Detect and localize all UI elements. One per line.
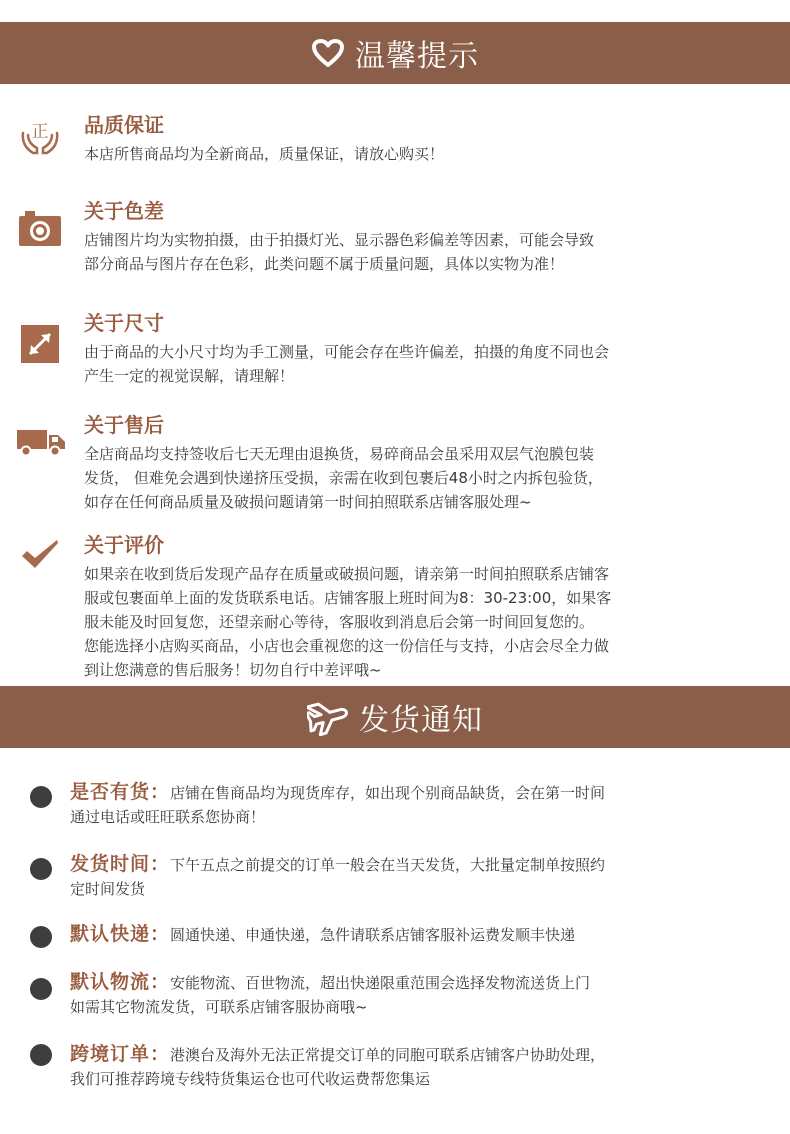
bullet-icon [30, 1044, 52, 1066]
shipping-line: 安能物流、百世物流，超出快递限重范围会选择发物流送货上门 [170, 974, 591, 992]
notice-body [84, 442, 764, 514]
notice-line: 由于商品的大小尺寸均为手工测量，可能会存在些许偏差，拍摄的角度不同也会 [84, 343, 610, 361]
shipping-text [70, 852, 760, 901]
shipping-line: 通过电话或旺旺联系您协商！ [70, 808, 266, 826]
heart-icon [311, 38, 345, 68]
notice-line: 发货， 但难免会遇到快递挤压受损，亲需在收到包裹后48小时之内拆包验货， [84, 469, 603, 487]
notice-title: 关于尺寸 [84, 311, 164, 335]
notice-line: 服未能及时回复您，还望亲耐心等待，客服收到消息后会第一时间回复您的。 [84, 613, 595, 631]
shipping-line: 港澳台及海外无法正常提交订单的同胞可联系店铺客户协助处理， [170, 1046, 606, 1064]
resize-arrow-icon [16, 322, 64, 366]
truck-icon [14, 420, 68, 464]
notice-body [84, 142, 764, 166]
svg-text:正: 正 [31, 122, 49, 142]
notice-line: 全店商品均支持签收后七天无理由退换货，易碎商品会虽采用双层气泡膜包装 [84, 445, 595, 463]
shipping-label: 是否有货： [70, 781, 171, 803]
notice-title: 品质保证 [84, 113, 164, 137]
notice-line: 您能选择小店购买商品，小店也会重视您的这一份信任与支持，小店会尽全力做 [84, 637, 610, 655]
shipping-text [70, 780, 760, 829]
shipping-label: 默认物流： [70, 971, 171, 993]
notice-line: 如存在任何商品质量及破损问题请第一时间拍照联系店铺客服处理~ [84, 493, 532, 511]
shipping-line: 我们可推荐跨境专线特货集运仓也可代收运费帮您集运 [70, 1070, 431, 1088]
camera-icon [16, 206, 64, 250]
notice-line: 店铺图片均为实物拍摄，由于拍摄灯光、显示器色彩偏差等因素，可能会导致 [84, 231, 595, 249]
shipping-line: 下午五点之前提交的订单一般会在当天发货，大批量定制单按照约 [170, 856, 606, 874]
notice-body [84, 228, 764, 276]
shipping-label: 默认快递： [70, 923, 171, 945]
bullet-icon [30, 926, 52, 948]
shipping-line: 如需其它物流发货，可联系店铺客服协商哦~ [70, 998, 368, 1016]
notice-line: 产生一定的视觉误解，请理解！ [84, 367, 295, 385]
shipping-line: 圆通快递、申通快递，急件请联系店铺客服补运费发顺丰快递 [170, 926, 576, 944]
genuine-hands-icon [16, 116, 64, 160]
shipping-line: 店铺在售商品均为现货库存，如出现个别商品缺货，会在第一时间 [170, 784, 606, 802]
airplane-icon [307, 698, 349, 736]
notice-line: 本店所售商品均为全新商品，质量保证，请放心购买！ [84, 145, 445, 163]
checkmark-icon [16, 532, 64, 576]
bullet-icon [30, 858, 52, 880]
notice-body [84, 562, 764, 682]
notice-title: 关于售后 [84, 413, 164, 437]
notice-title: 关于评价 [84, 533, 164, 557]
notice-banner [0, 22, 790, 84]
notice-body [84, 340, 764, 388]
notice-line: 服或包裹面单上面的发货联系电话。店铺客服上班时间为8：30-23:00，如果客 [84, 589, 612, 607]
bullet-icon [30, 786, 52, 808]
notice-line: 到让您满意的售后服务！切勿自行中差评哦~ [84, 661, 382, 679]
shipping-text [70, 1042, 760, 1091]
notice-title: 关于色差 [84, 199, 164, 223]
shipping-label: 跨境订单： [70, 1043, 171, 1065]
shipping-label: 发货时间： [70, 853, 171, 875]
shipping-banner [0, 686, 790, 748]
shipping-banner-title: 发货通知 [359, 703, 483, 738]
shipping-text [70, 970, 760, 1019]
shipping-line: 定时间发货 [70, 880, 146, 898]
notice-line: 部分商品与图片存在色彩，此类问题不属于质量问题，具体以实物为准！ [84, 255, 565, 273]
notice-banner-title: 温馨提示 [355, 39, 479, 74]
shipping-text [70, 922, 760, 947]
bullet-icon [30, 978, 52, 1000]
notice-line: 如果亲在收到货后发现产品存在质量或破损问题，请亲第一时间拍照联系店铺客 [84, 565, 610, 583]
